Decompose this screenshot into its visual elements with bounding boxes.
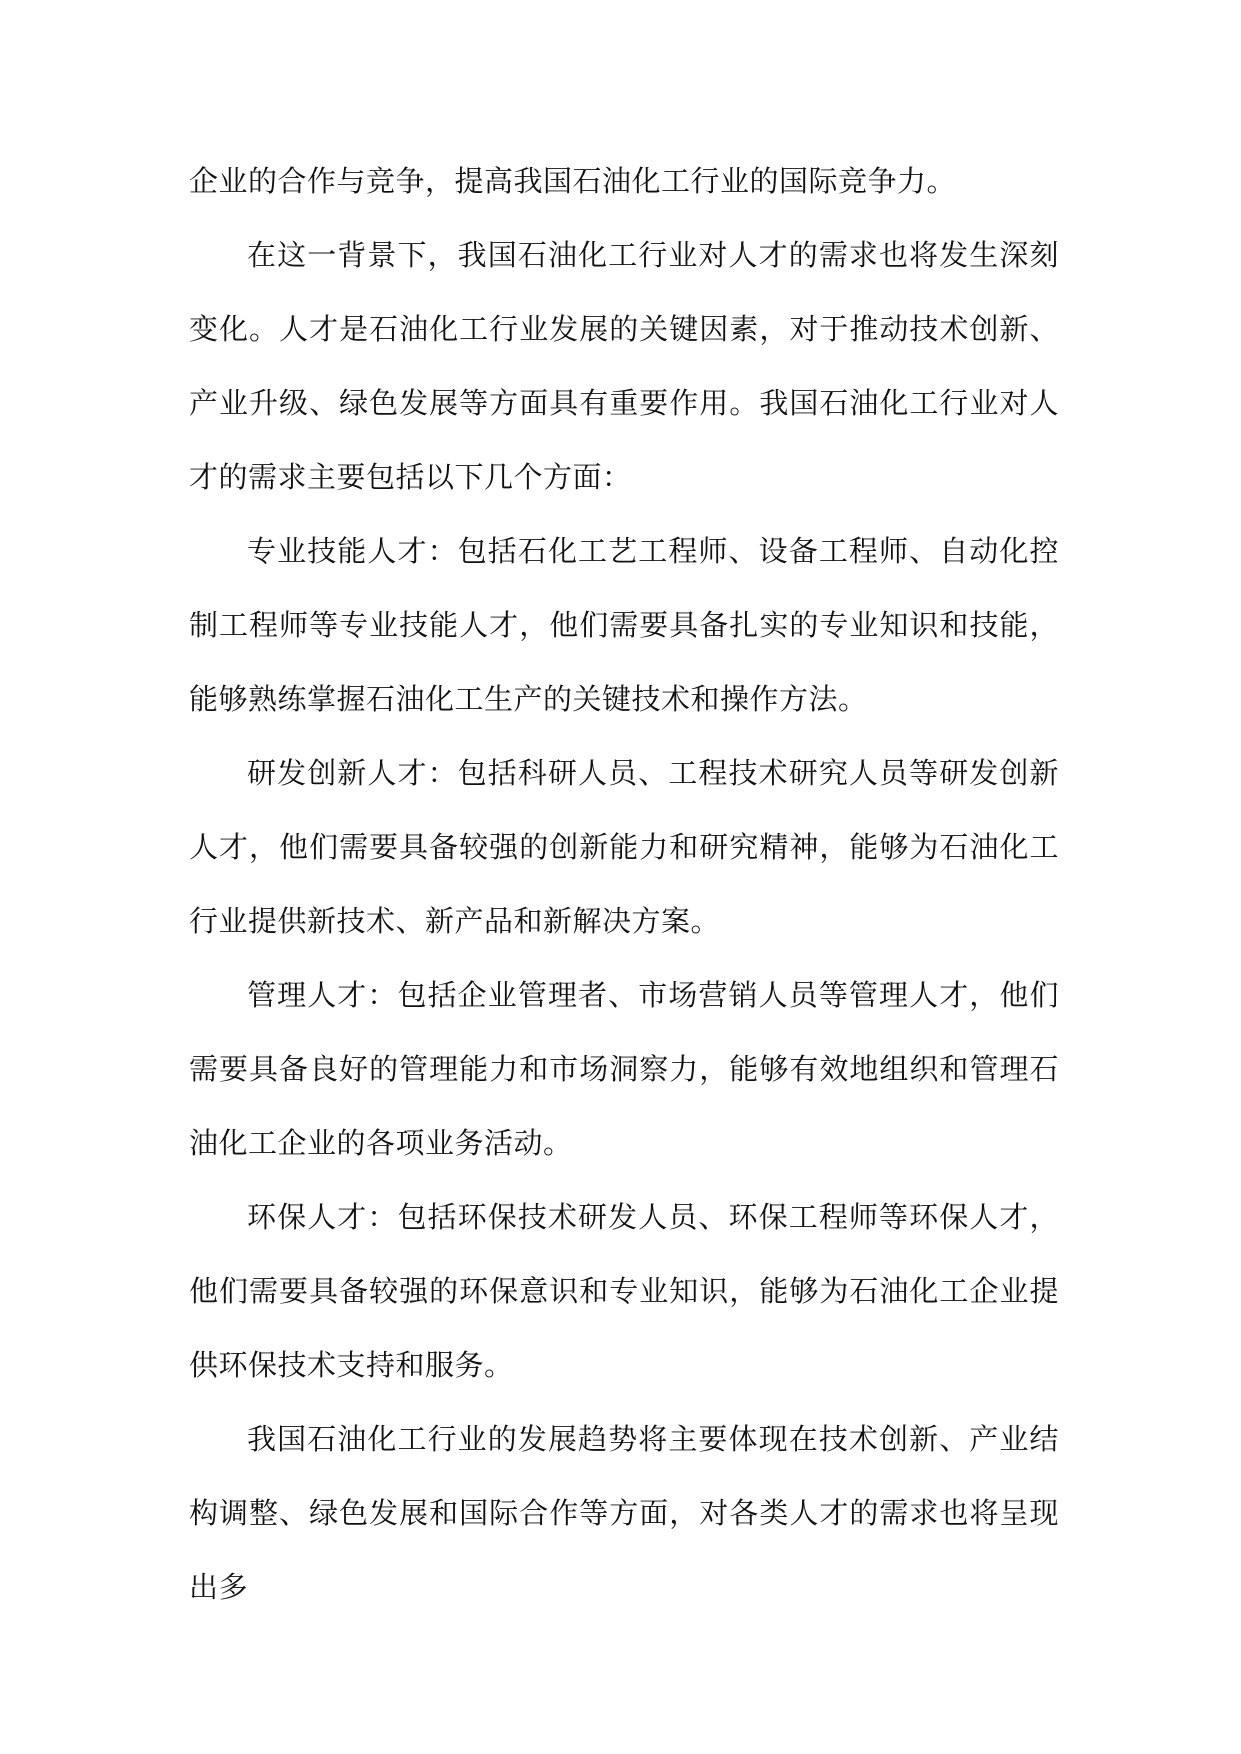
paragraph-management-talent: 管理人才：包括企业管理者、市场营销人员等管理人才，他们需要具备良好的管理能力和市场洞察力，能够有效地组织和管理石油化工企业的各项业务活动。 <box>189 978 1059 1160</box>
paragraph-rnd-innovation-talent: 研发创新人才：包括科研人员、工程技术研究人员等研发创新人才，他们需要具备较强的创新能力和研究精神，能够为石油化工行业提供新技术、新产品和新解决方案。 <box>189 756 1059 938</box>
paragraph-professional-skill-talent: 专业技能人才：包括石化工艺工程师、设备工程师、自动化控制工程师等专业技能人才，他们需要具备扎实的专业知识和技能，能够熟练掌握石油化工生产的关键技术和操作方法。 <box>189 534 1059 716</box>
paragraph-talent-demand-intro: 在这一背景下，我国石油化工行业对人才的需求也将发生深刻变化。人才是石油化工行业发展的关键因素，对于推动技术创新、产业升级、绿色发展等方面具有重要作用。我国石油化工行业对人才的需求主要包括以下几个方面： <box>189 238 1059 494</box>
paragraph-environmental-talent: 环保人才：包括环保技术研发人员、环保工程师等环保人才，他们需要具备较强的环保意识和专业知识，能够为石油化工企业提供环保技术支持和服务。 <box>189 1200 1059 1382</box>
paragraph-continuation: 企业的合作与竞争，提高我国石油化工行业的国际竞争力。 <box>189 164 957 198</box>
paragraph-development-trend: 我国石油化工行业的发展趋势将主要体现在技术创新、产业结构调整、绿色发展和国际合作等方面，对各类人才的需求也将呈现出多 <box>189 1422 1059 1604</box>
document-body <box>189 144 1059 1624</box>
